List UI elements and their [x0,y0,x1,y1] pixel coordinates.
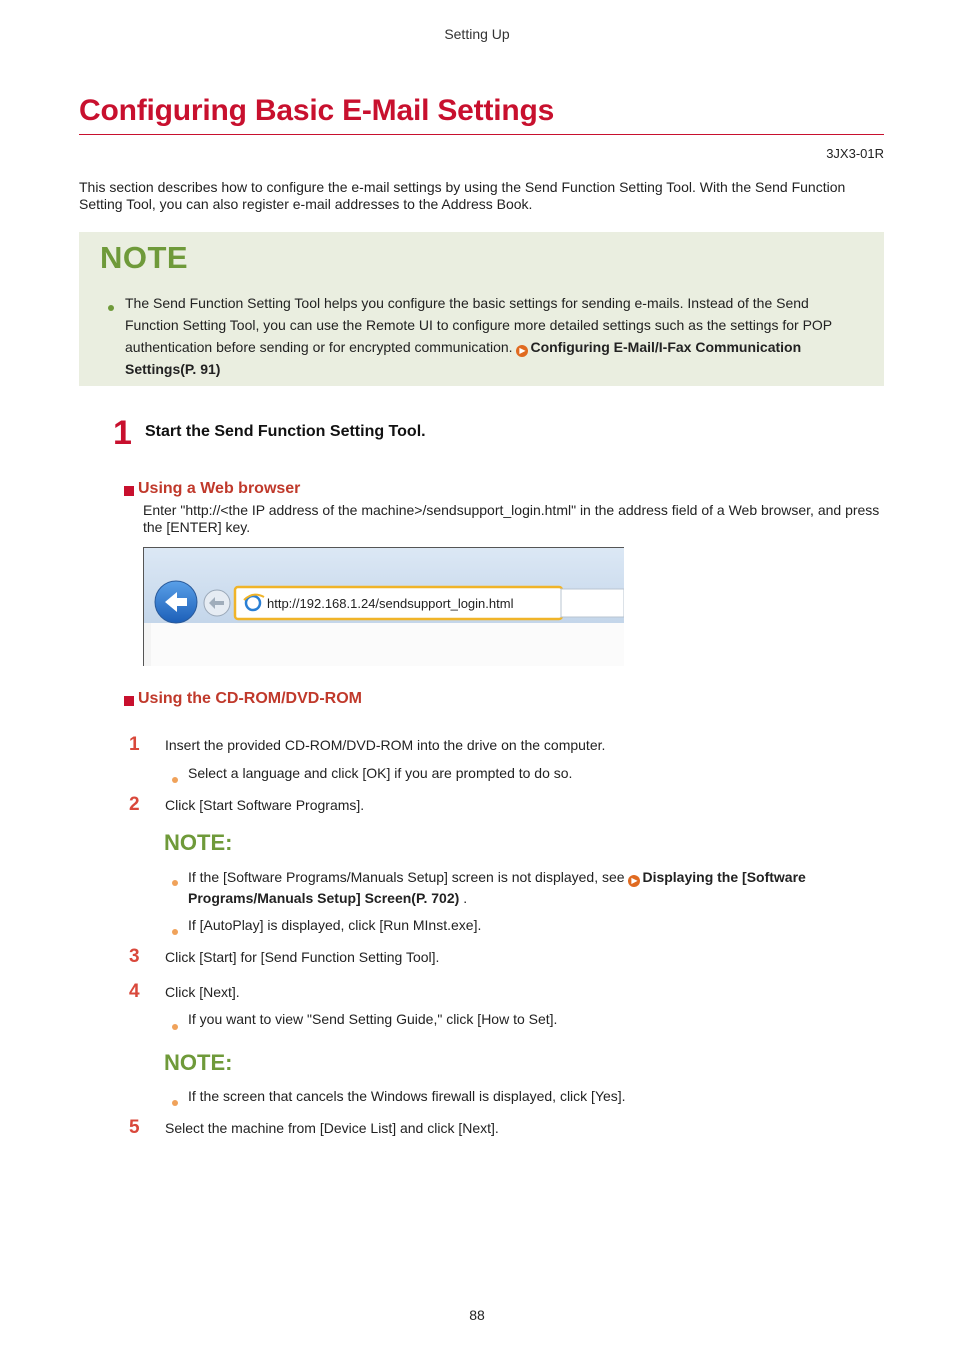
cd-step-text: Select the machine from [Device List] and click [Next]. [165,1120,499,1136]
intro-paragraph: This section describes how to configure the e-mail settings by using the Send Function Setting Tool. With the Send Function Setting Tool, you can also register e-mail addresses to the Address Book. [79,179,846,212]
software-setup-link[interactable]: ▶ Displaying the [Software Programs/Manuals Setup] Screen(P. 702) [188,869,806,906]
running-header: Setting Up [444,26,510,42]
cd-step-text: Click [Next]. [165,984,240,1000]
cd-step-bullet: If you want to view "Send Setting Guide," click [How to Set]. [188,1011,558,1027]
link-arrow-icon: ▶ [516,345,528,357]
document-id: 3JX3-01R [826,146,884,161]
cd-step-text: Click [Start Software Programs]. [165,797,365,813]
note-label: NOTE: [164,1050,233,1075]
bullet-icon [172,873,178,889]
note-body: The Send Function Setting Tool helps you configure the basic settings for sending e-mails. Instead of the Send Function Setting Tool, you can use the Remote UI to configure more detailed settings such as the settings for POP authentication before sending or for encrypted communication. [125,295,832,355]
cd-step-number: 2 [129,794,140,815]
cd-step-number: 3 [129,946,140,967]
browser-screenshot [143,547,624,666]
cdrom-heading: Using the CD-ROM/DVD-ROM [138,690,362,707]
cd-step-text: Insert the provided CD-ROM/DVD-ROM into the drive on the computer. [165,737,606,753]
note-link[interactable]: ▶ Configuring E-Mail/I-Fax Communication Settings(P. 91) [125,339,802,377]
bullet-icon [172,1017,178,1033]
bullet-icon [172,770,178,786]
step-title: Start the Send Function Setting Tool. [145,423,426,440]
note-text [125,292,845,380]
note-heading: NOTE [100,240,189,275]
cd-step-number: 1 [129,734,140,755]
link-arrow-icon: ▶ [628,875,640,887]
bullet-icon [172,922,178,938]
bullet-icon [108,298,114,314]
note-bullet-text: If the [Software Programs/Manuals Setup] screen is not displayed, see ▶ Displaying the [Software Programs/Manuals Setup] Screen(P. 702) . [188,869,806,906]
cd-step-number: 5 [129,1117,140,1138]
page-number: 88 [469,1307,485,1323]
page-title: Configuring Basic E-Mail Settings [79,94,555,127]
web-browser-heading: Using a Web browser [138,480,301,497]
section-marker-icon [124,696,134,706]
note-bullet-text: If [AutoPlay] is displayed, click [Run MInst.exe]. [188,917,482,933]
title-rule [79,134,884,135]
svg-text:http://192.168.1.24/sendsuppor: http://192.168.1.24/sendsupport_login.html [267,596,514,611]
cd-step-text: Click [Start] for [Send Function Setting Tool]. [165,949,440,965]
note-label: NOTE: [164,830,233,855]
bullet-icon [172,1093,178,1109]
note-bullet-text: If the screen that cancels the Windows firewall is displayed, click [Yes]. [188,1088,626,1104]
cd-step-number: 4 [129,981,140,1002]
cd-step-bullet: Select a language and click [OK] if you are prompted to do so. [188,765,573,781]
step-number: 1 [113,414,132,452]
section-marker-icon [124,486,134,496]
web-browser-text: Enter "http://<the IP address of the machine>/sendsupport_login.html" in the address field of a Web browser, and press the [ENTER] key. [143,502,880,535]
